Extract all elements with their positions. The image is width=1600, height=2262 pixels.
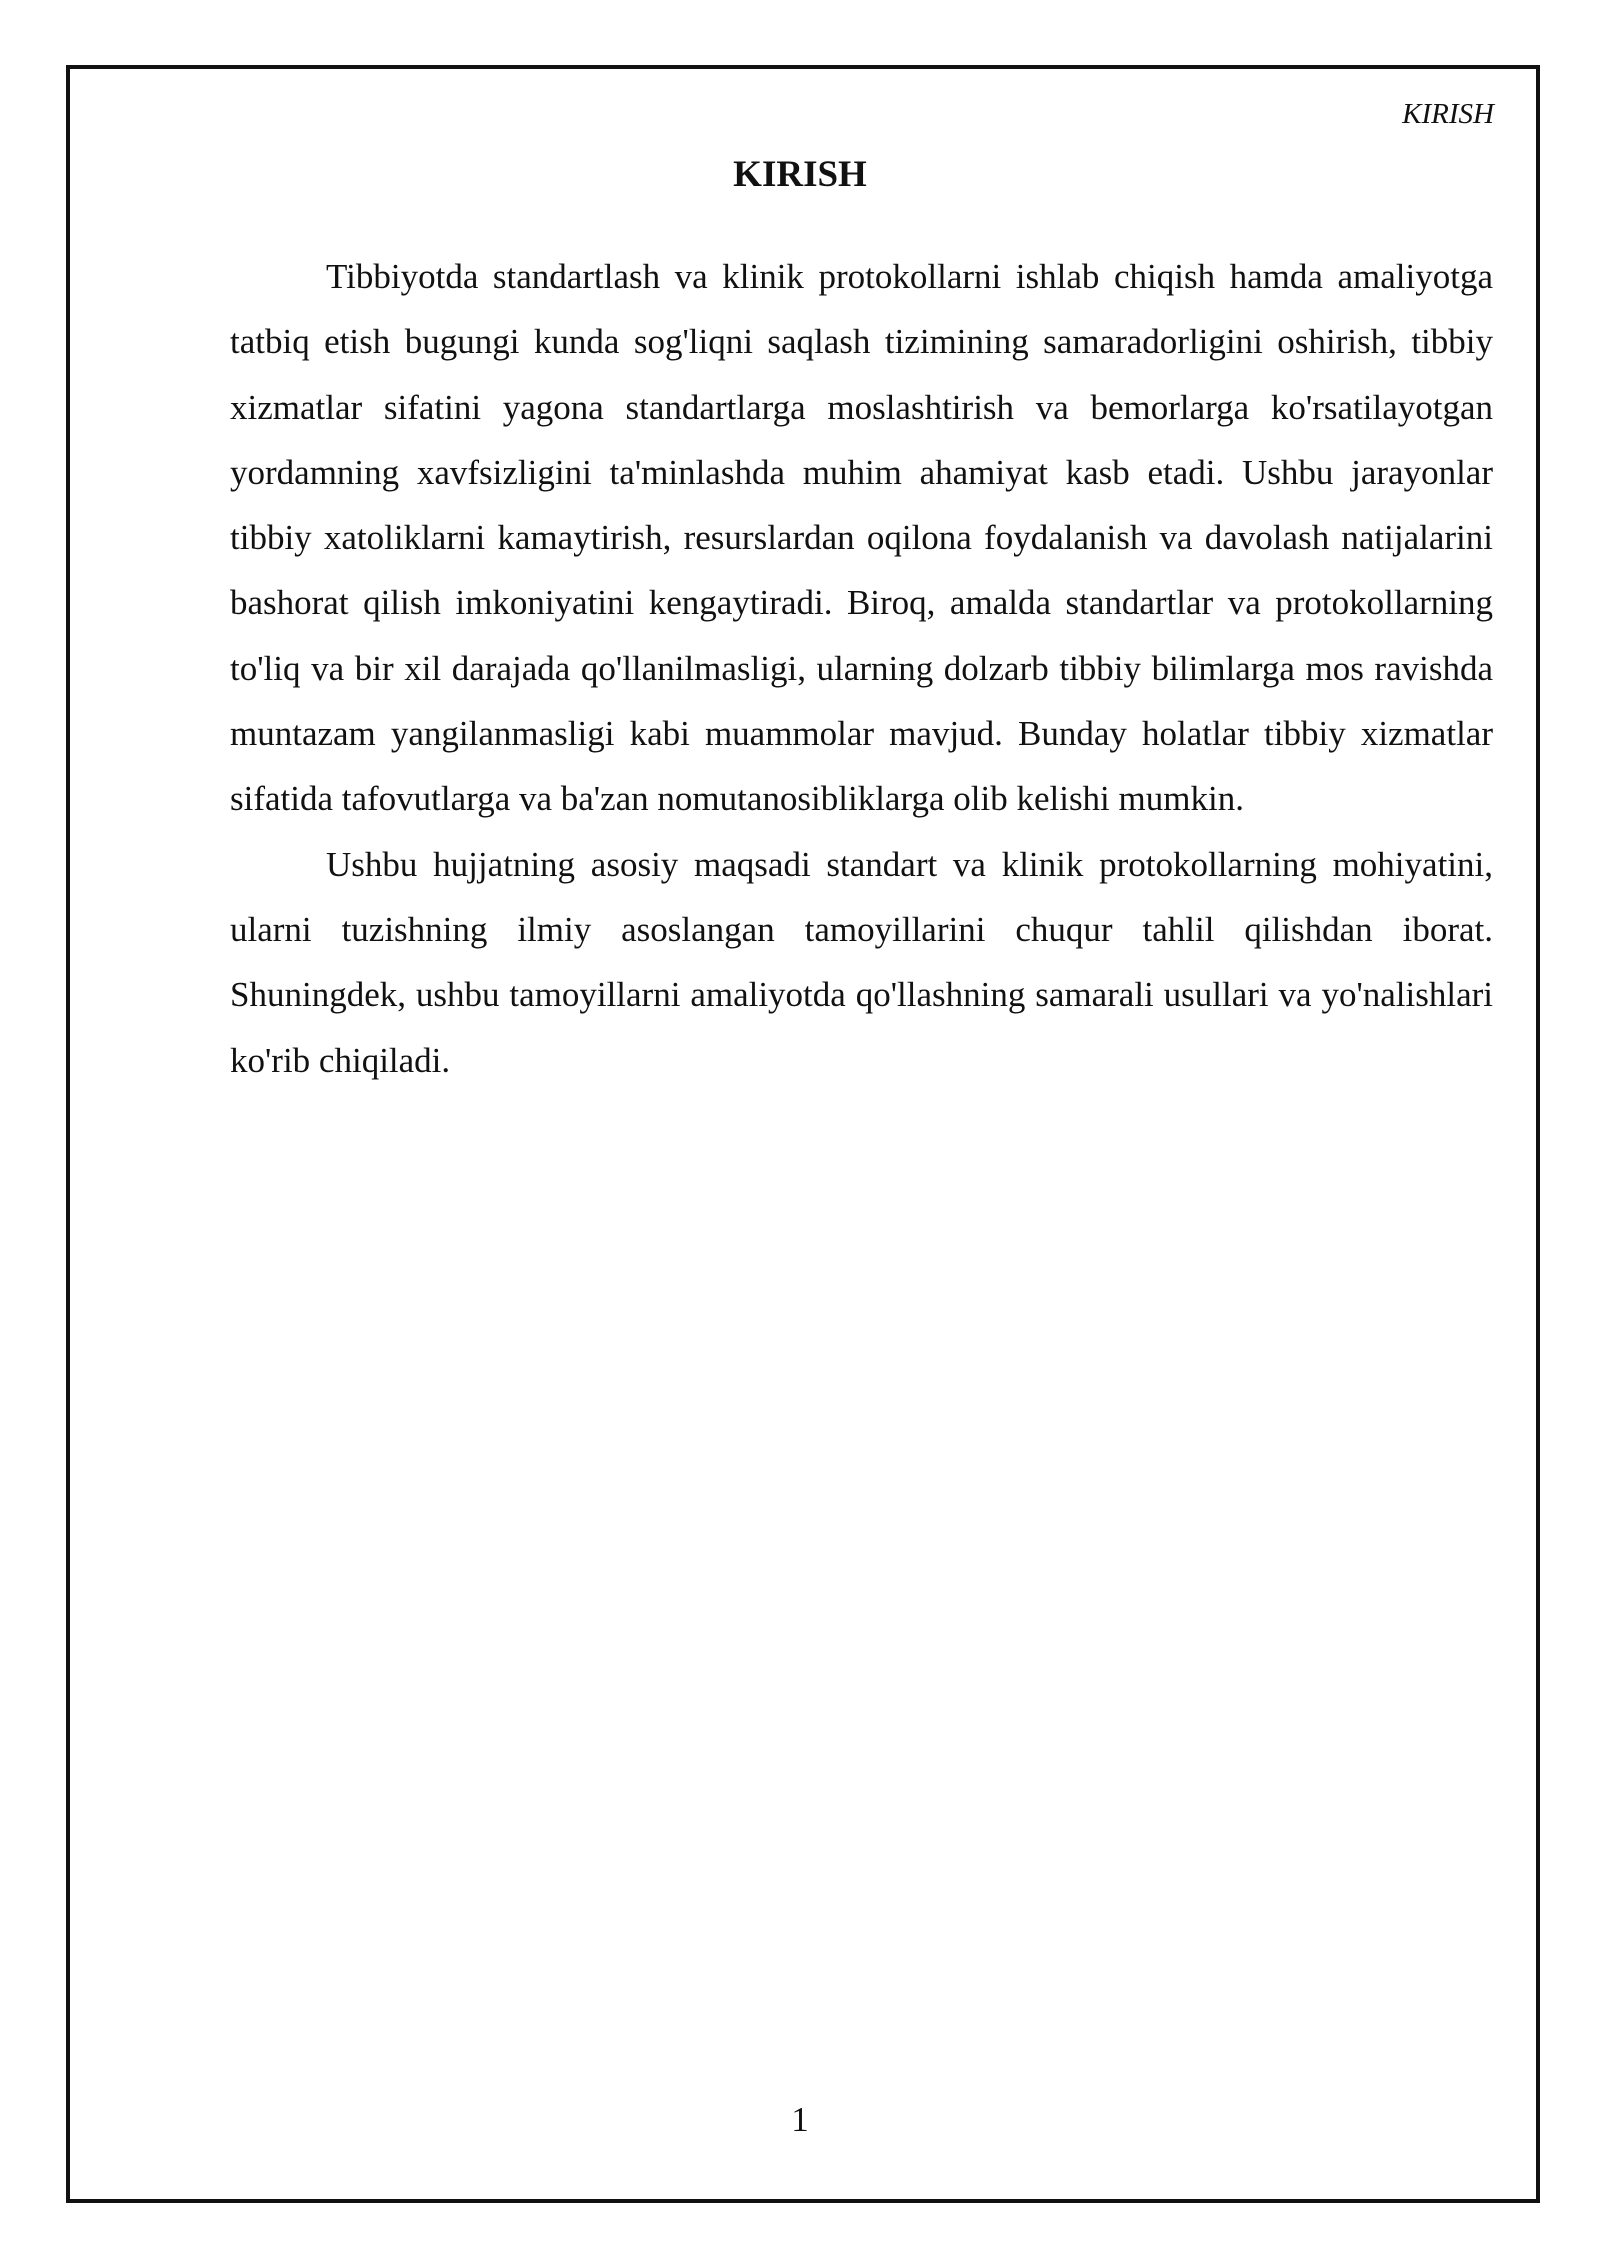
page-number: 1 [791, 2100, 809, 2139]
paragraph-1: Tibbiyotda standartlash va klinik protokollarni ishlab chiqish hamda amaliyotga tatbiq etish bugungi kunda sog'liqni saqlash tizimining samaradorligini oshirish, tibbiy xizmatlar sifatini yagona standartlarga moslashtirish va bemorlarga ko'rsatilayotgan yordamning xavfsizligini ta'minlashda muhim ahamiyat kasb etadi. Ushbu jarayonlar tibbiy xatoliklarni kamaytirish, resurslardan oqilona foydalanish va davolash natijalarini bashorat qilish imkoniyatini kengaytiradi. Biroq, amalda standartlar va protokollarning to'liq va bir xil darajada qo'llanilmasligi, ularning dolzarb tibbiy bilimlarga mos ravishda muntazam yangilanmasligi kabi muammolar mavjud. Bunday holatlar tibbiy xizmatlar sifatida tafovutlarga va ba'zan nomutanosibliklarga olib kelishi mumkin. [230, 257, 1493, 819]
running-header: KIRISH [1402, 98, 1494, 130]
page-title: KIRISH [733, 154, 867, 195]
document-body [230, 244, 1493, 1093]
paragraph-2: Ushbu hujjatning asosiy maqsadi standart va klinik protokollarning mohiyatini, ularni tuzishning ilmiy asoslangan tamoyillarini chuqur tahlil qilishdan iborat. Shuningdek, ushbu tamoyillarni amaliyotda qo'llashning samarali usullari va yo'nalishlari ko'rib chiqiladi. [230, 844, 1493, 1080]
